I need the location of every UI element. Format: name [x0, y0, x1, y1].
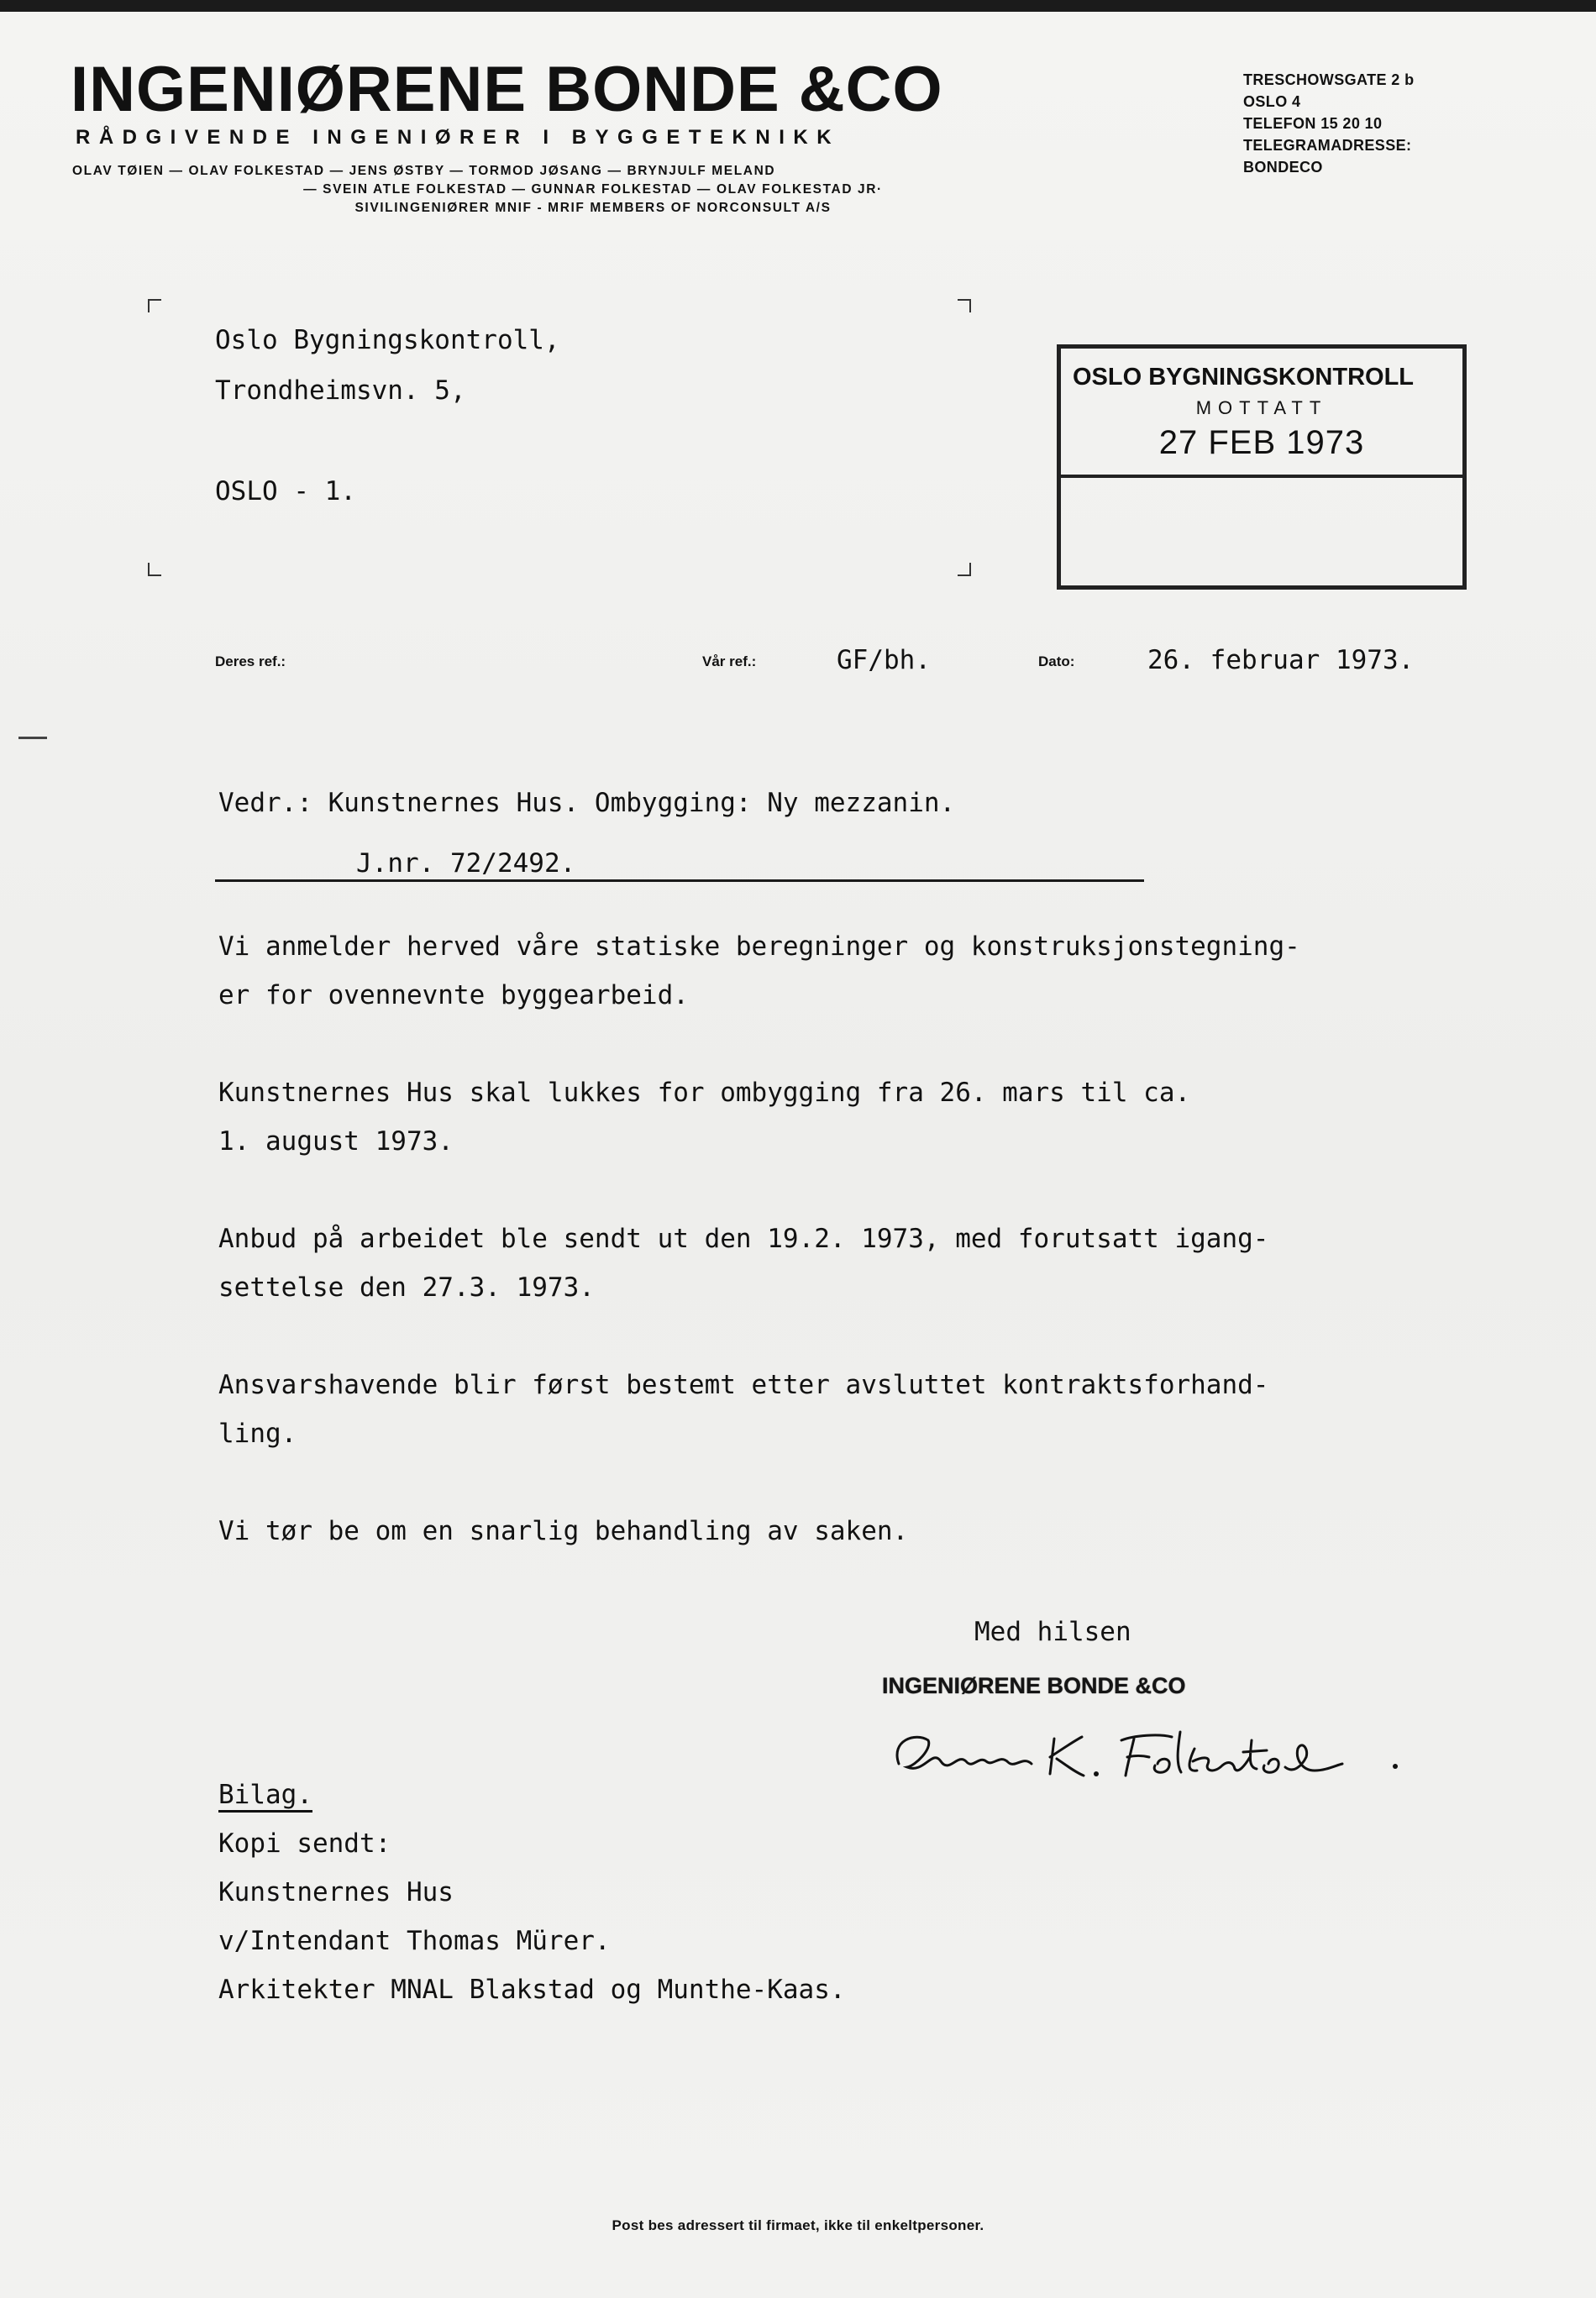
stamp-title: OSLO BYGNINGSKONTROLL — [1073, 364, 1414, 391]
recipient-line: OSLO - 1. — [215, 476, 356, 506]
subject-underline — [215, 879, 1144, 882]
our-ref-label: Vår ref.: — [702, 653, 757, 669]
scan-top-edge — [0, 0, 1596, 12]
recipient-line: Trondheimsvn. 5, — [215, 375, 466, 406]
stamp-received-label: MOTTATT — [1195, 397, 1328, 418]
subject-line: Vedr.: Kunstnernes Hus. Ombygging: Ny mezzanin. — [218, 788, 956, 818]
paragraph — [218, 1215, 1529, 1312]
window-corner-mark — [148, 563, 161, 576]
window-corner-mark — [958, 563, 971, 576]
our-ref-value: GF/bh. — [837, 645, 931, 675]
body-line: settelse den 27.3. 1973. — [218, 1272, 595, 1303]
copy-recipient: v/Intendant Thomas Mürer. — [218, 1926, 611, 1956]
signature-text: Gunnar K. Folkestad — [882, 1715, 890, 1716]
fold-mark — [18, 737, 47, 739]
signature-dot — [1393, 1764, 1398, 1769]
address-line: OSLO 4 — [1243, 93, 1301, 110]
copy-recipient: Arkitekter MNAL Blakstad og Munthe-Kaas. — [218, 1975, 846, 2005]
date-label: Dato: — [1038, 653, 1075, 669]
letter-body — [218, 922, 1529, 1604]
closing-greeting: Med hilsen — [974, 1617, 1131, 1647]
copy-recipient: Kunstnernes Hus — [218, 1877, 454, 1907]
journal-number: J.nr. 72/2492. — [356, 848, 576, 879]
address-line: BONDECO — [1243, 159, 1323, 176]
body-line: er for ovennevnte byggearbeid. — [218, 980, 689, 1010]
enclosures-title: Bilag. — [218, 1780, 312, 1810]
company-signature-stamp: INGENIØRENE BONDE &CO — [882, 1673, 1186, 1698]
partners-list — [72, 162, 1114, 218]
company-name: INGENIØRENE BONDE &CO — [71, 54, 943, 125]
your-ref-label: Deres ref.: — [215, 653, 286, 669]
company-tagline: RÅDGIVENDE INGENIØRER I BYGGETEKNIKK — [76, 126, 841, 149]
copy-label: Kopi sendt: — [218, 1828, 391, 1859]
address-line: TELEFON 15 20 10 — [1243, 115, 1383, 132]
company-address — [1243, 69, 1414, 178]
stamp-date: 27 FEB 1973 — [1158, 424, 1365, 461]
window-corner-mark — [148, 299, 161, 312]
paragraph — [218, 1068, 1529, 1166]
address-line: TRESCHOWSGATE 2 b — [1243, 71, 1415, 88]
stamp-divider — [1061, 475, 1462, 478]
body-line: Vi anmelder herved våre statiske beregninger og konstruksjonstegning- — [218, 931, 1300, 962]
footer-note: Post bes adressert til firmaet, ikke til enkeltpersoner. — [612, 2217, 984, 2233]
letter-date: 26. februar 1973. — [1147, 645, 1415, 675]
body-line: ling. — [218, 1419, 297, 1449]
body-line: 1. august 1973. — [218, 1126, 454, 1157]
recipient-address — [215, 315, 560, 517]
body-line: Kunstnernes Hus skal lukkes for ombygging fra 26. mars til ca. — [218, 1078, 1191, 1108]
received-stamp — [1057, 344, 1467, 590]
recipient-line: Oslo Bygningskontroll, — [215, 325, 560, 355]
paragraph — [218, 1361, 1529, 1458]
handwritten-signature — [882, 1715, 1403, 1791]
enclosures-block — [218, 1771, 846, 2014]
partners-line: OLAV TØIEN — OLAV FOLKESTAD — JENS ØSTBY — TORMOD JØSANG — BRYNJULF MELAND — [72, 164, 776, 178]
partners-line: — SVEIN ATLE FOLKESTAD — GUNNAR FOLKESTAD — OLAV FOLKESTAD JR· — [303, 182, 883, 197]
partners-line: SIVILINGENIØRER MNIF - MRIF MEMBERS OF NORCONSULT A/S — [354, 201, 832, 215]
paragraph — [218, 1507, 1529, 1556]
paragraph — [218, 922, 1529, 1020]
window-corner-mark — [958, 299, 971, 312]
body-line: Vi tør be om en snarlig behandling av saken. — [218, 1516, 909, 1546]
address-line: TELEGRAMADRESSE: — [1243, 137, 1412, 154]
body-line: Ansvarshavende blir først bestemt etter avsluttet kontraktsforhand- — [218, 1370, 1269, 1400]
body-line: Anbud på arbeidet ble sendt ut den 19.2. 1973, med forutsatt igang- — [218, 1224, 1269, 1254]
